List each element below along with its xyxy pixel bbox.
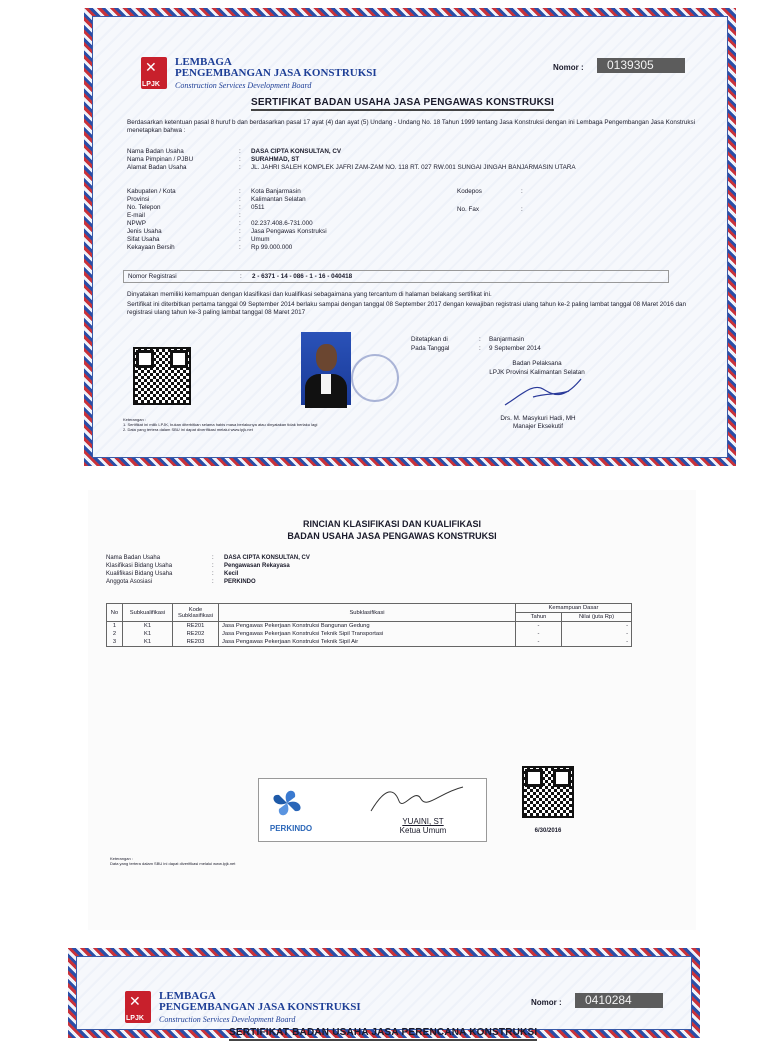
association-signer: YUAINI, ST Ketua Umum xyxy=(399,817,447,835)
qr-code-icon xyxy=(522,766,574,818)
signer-block: Drs. M. Masykuri Hadi, MH Manajer Eksekutif xyxy=(500,415,576,430)
location-fields: Kabupaten / Kota : Kota Banjarmasin Provinsi : Kalimantan Selatan No. Telepon : 0511 E-mail : NPWP : 02.237.408.6-731.000 Jenis Usaha : Jasa Pengawas Konstruksi Sifat Usaha : Umum Kekayaan Bersih : Rp 99.000.000 xyxy=(127,188,327,251)
registration-box: Nomor Registrasi : 2 - 6371 - 14 - 086 - 1 - 16 - 040418 xyxy=(123,270,669,283)
org-name: LEMBAGA PENGEMBANGAN JASA KONSTRUKSI xyxy=(175,56,377,79)
intro-text: Berdasarkan ketentuan pasal 8 huruf b dan berdasarkan pasal 17 ayat (4) dan ayat (5) Undang - Undang No. 18 Tahun 1999 tentang Jasa Konstruksi dengan ini Lembaga Pengembangan Jasa Konstruksi menetapkan bahwa : xyxy=(127,119,696,134)
statement-capability: Dinyatakan memiliki kemampuan dengan klasifikasi dan kualifikasi sebagaimana yang tercantum di halaman belakang sertifikat ini. xyxy=(127,291,492,298)
statement-validity: Sertifikat ini diterbitkan pertama tanggal 09 September 2014 berlaku sampai dengan tanggal 08 September 2017 dengan kewajiban registrasi ulang tahun ke-2 paling lambat tanggal 08 Maret 2016 dan registrasi ulang tahun ke-3 paling lambat tanggal 08 Maret 2017 xyxy=(127,301,687,316)
issuance-details: Ditetapkan di : Banjarmasin Pada Tanggal : 9 September 2014 xyxy=(411,336,541,352)
nofax-separator: : xyxy=(521,206,523,213)
certificate-page-1 xyxy=(84,8,736,466)
footnotes: Keterangan : 1. Sertifikat ini milik LPJK, bukan diterbitkan selama habis masa berlakunya atau dinyatakan tidak berlaku lagi 2. Data yang tertera dalam SBU ini dapat diverifikasi melalui www.lpjk.net xyxy=(123,417,318,432)
certificate-page-2 xyxy=(68,948,700,1038)
stamp-seal-icon xyxy=(351,354,399,402)
association-name: PERKINDO xyxy=(269,824,313,833)
col-kemampuan: Kemampuan Dasar xyxy=(516,604,632,613)
issue-date: 6/30/2016 xyxy=(534,828,562,834)
classification-page xyxy=(88,490,696,930)
issuing-authority: Badan Pelaksana LPJK Provinsi Kalimantan Selatan xyxy=(489,360,585,376)
table-row: 2 K1 RE202 Jasa Pengawas Pekerjaan Konstruksi Teknik Sipil Transportasi - - xyxy=(107,630,632,638)
company-summary: Nama Badan Usaha : DASA CIPTA KONSULTAN, CV Klasifikasi Bidang Usaha : Pengawasan Rekayasa Kualifikasi Bidang Usaha : Kecil Anggota Asosiasi : PERKINDO xyxy=(106,555,310,585)
footnotes: Keterangan : Data yang tertera dalam SBU ini dapat diverifikasi melalui www.lpjk.net xyxy=(110,856,236,866)
col-subkualifikasi: Subkualifikasi xyxy=(123,604,173,622)
table-row: 1 K1 RE201 Jasa Pengawas Pekerjaan Konstruksi Bangunan Gedung - - xyxy=(107,622,632,631)
page-title: RINCIAN KLASIFIKASI DAN KUALIFIKASI BADAN USAHA JASA PENGAWAS KONSTRUKSI xyxy=(287,519,497,541)
company-fields: Nama Badan Usaha : DASA CIPTA KONSULTAN, CV Nama Pimpinan / PJBU : SURAHMAD, ST Alamat Badan Usaha : JL. JAHRI SALEH KOMPLEK JAFRI ZAM-ZAM NO. 118 RT. 027 RW.001 SUNGAI JINGAH BANJARMASIN UTARA xyxy=(127,148,576,171)
col-tahun: Tahun xyxy=(516,613,562,622)
qr-code-icon xyxy=(133,347,191,405)
association-signature-box xyxy=(258,778,487,842)
kodepos-separator: : xyxy=(521,188,523,195)
certificate-body xyxy=(92,16,728,458)
certificate-title: SERTIFIKAT BADAN USAHA JASA PENGAWAS KONSTRUKSI xyxy=(251,97,554,111)
lpjk-logo-icon: ✕ LPJK xyxy=(141,57,167,89)
org-name: LEMBAGA PENGEMBANGAN JASA KONSTRUKSI xyxy=(159,990,361,1013)
nomor-label: Nomor : xyxy=(531,998,562,1007)
certificate-body xyxy=(76,956,692,1038)
classification-table xyxy=(106,603,632,647)
perkindo-logo-icon xyxy=(267,785,307,821)
signature-icon xyxy=(503,375,583,411)
kodepos-label: Kodepos xyxy=(457,188,482,195)
owner-photo xyxy=(301,332,351,405)
col-subklasifikasi: Subklasifikasi xyxy=(219,604,516,622)
col-no: No xyxy=(107,604,123,622)
col-kode: Kode Subklasifikasi xyxy=(173,604,219,622)
nofax-label: No. Fax xyxy=(457,206,480,213)
certificate-title: SERTIFIKAT BADAN USAHA JASA PERENCANA KONSTRUKSI xyxy=(229,1027,537,1041)
table-row: 3 K1 RE203 Jasa Pengawas Pekerjaan Konstruksi Teknik Sipil Air - - xyxy=(107,638,632,647)
org-subtitle: Construction Services Development Board xyxy=(159,1015,296,1024)
signature-icon xyxy=(363,781,473,817)
nomor-label: Nomor : xyxy=(553,63,584,72)
org-subtitle: Construction Services Development Board xyxy=(175,81,312,90)
lpjk-logo-icon: ✕ LPJK xyxy=(125,991,151,1023)
nomor-value: 0139305 xyxy=(597,58,685,73)
col-nilai: Nilai (juta Rp) xyxy=(562,613,632,622)
nomor-value: 0410284 xyxy=(575,993,663,1008)
